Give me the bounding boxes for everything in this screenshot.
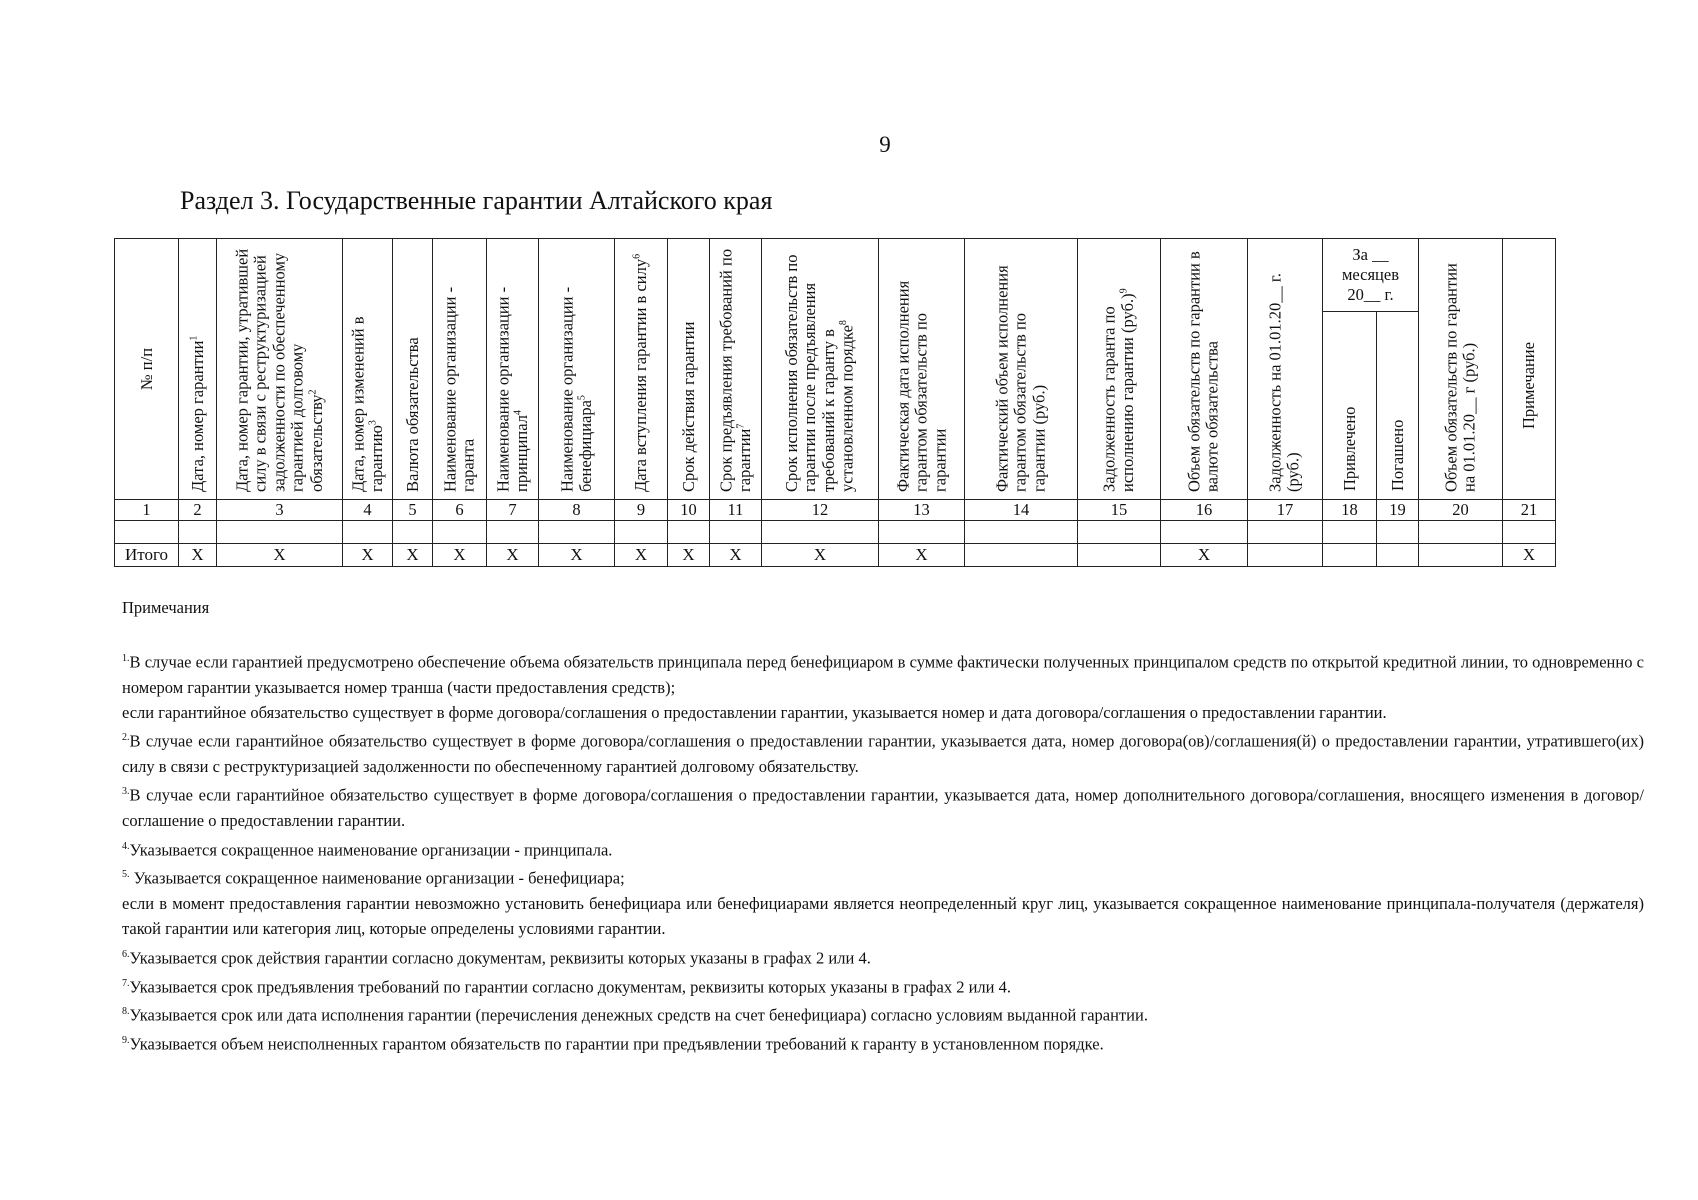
column-number: 11 [710,500,762,521]
note-5: $^{5.}$ Указывается сокращенное наименование организации - бенефициара; [122,868,625,888]
header-c15: Задолженность гаранта по исполнению гарантии $(руб.)^9$ [1078,239,1161,500]
empty-cell [965,521,1078,544]
total-cell: X [179,544,217,567]
header-c9: Дата вступления гарантии в силу$^6$ [615,239,668,500]
empty-data-row [115,521,1556,544]
page-number: 9 [879,132,891,157]
total-cell: X [217,544,343,567]
total-cell: X [615,544,668,567]
empty-cell [1078,521,1161,544]
empty-cell [1419,521,1503,544]
header-c13: Фактическая дата исполнения гарантом обязательств по гарантии [879,239,965,500]
total-cell: X [710,544,762,567]
column-number: 9 [615,500,668,521]
note-1-continuation: если гарантийное обязательство существует в форме договора/соглашения о предоставлении гарантии, указывается номер и дата договора/соглашения о предоставлении гарантии. [122,703,1387,723]
header-c21: Примечание [1503,239,1556,500]
header-c4: Дата, номер изменений в гарантию$^3$ [343,239,393,500]
header-c5: Валюта обязательства [393,239,433,500]
column-number: 4 [343,500,393,521]
header-c2: Дата, номер гарантии$^1$ [179,239,217,500]
total-row [115,544,1556,567]
total-cell [1323,544,1377,567]
total-cell: X [487,544,539,567]
note-2: $^{2.}$В случае если гарантийное обязательство существует в форме договора/соглашения о предоставлении гарантии, указывается дата, номер договора(ов)/соглашения(й) о предоставлении гарантии, утратившего(их) силу в связи с реструктуризацией задолженности по обеспеченному гарантией долговому обязательству. [122,731,1644,777]
empty-cell [217,521,343,544]
notes-title: Примечания [122,598,210,617]
empty-cell [615,521,668,544]
empty-cell [393,521,433,544]
header-c3: Дата, номер гарантии, утратившей силу в связи с реструктуризацией задолженности по обеспеченному гарантией долговому обязательству$^2$ [217,239,343,500]
column-number: 14 [965,500,1078,521]
guarantees-table [114,238,1556,567]
empty-cell [1503,521,1556,544]
header-c10: Срок действия гарантии [668,239,710,500]
header-row [115,239,1556,312]
column-number: 16 [1161,500,1248,521]
total-cell [1248,544,1323,567]
column-number: 18 [1323,500,1377,521]
header-c19: Погашено [1377,312,1419,500]
total-cell: X [668,544,710,567]
total-cell: X [433,544,487,567]
column-number: 20 [1419,500,1503,521]
total-cell: X [762,544,879,567]
total-cell: X [343,544,393,567]
empty-cell [433,521,487,544]
column-number: 12 [762,500,879,521]
column-number: 19 [1377,500,1419,521]
note-7: $^{7.}$Указывается срок предъявления требований по гарантии согласно документам, реквизиты которых указаны в графах 2 или 4. [122,977,1011,997]
column-number: 3 [217,500,343,521]
total-cell: X [879,544,965,567]
total-cell: X [393,544,433,567]
column-number: 8 [539,500,615,521]
header-c14: Фактический объем исполнения гарантом обязательств по гарантии (руб.) [965,239,1078,500]
column-number: 1 [115,500,179,521]
total-cell [1078,544,1161,567]
header-c6: Наименование организации - гаранта [433,239,487,500]
empty-cell [1323,521,1377,544]
header-c20: Объем обязательств по гарантии на 01.01.20__ г (руб.) [1419,239,1503,500]
column-number: 15 [1078,500,1161,521]
empty-cell [879,521,965,544]
empty-cell [710,521,762,544]
note-4: $^{4.}$Указывается сокращенное наименование организации - принципала. [122,840,613,860]
empty-cell [343,521,393,544]
column-number: 6 [433,500,487,521]
column-number: 21 [1503,500,1556,521]
empty-cell [1161,521,1248,544]
empty-cell [115,521,179,544]
header-c18: Привлечено [1323,312,1377,500]
empty-cell [1248,521,1323,544]
note-3: $^{3.}$В случае если гарантийное обязательство существует в форме договора/соглашения о предоставлении гарантии, указывается дата, номер дополнительного договора/соглашения, вносящего изменения в договор/соглашение о предоставлении гарантии. [122,785,1644,831]
header-c12: Срок исполнения обязательств по гарантии после предъявления требований к гаранту в установленном порядке$^8$ [762,239,879,500]
empty-cell [539,521,615,544]
empty-cell [1377,521,1419,544]
header-c1: № п/п [115,239,179,500]
total-label: Итого [115,544,179,567]
notes-list [122,646,1644,1057]
note-6: $^{6.}$Указывается срок действия гарантии согласно документам, реквизиты которых указаны в графах 2 или 4. [122,948,871,968]
header-period-group: За __ месяцев 20__ г. [1323,239,1419,312]
column-number: 5 [393,500,433,521]
column-number: 7 [487,500,539,521]
note-9: $^{9.}$Указывается объем неисполненных гарантом обязательств по гарантии при предъявлении требований к гаранту в установленном порядке. [122,1034,1104,1054]
empty-cell [487,521,539,544]
total-cell [965,544,1078,567]
empty-cell [762,521,879,544]
header-c11: Срок предъявления требований по гарантии$^7$ [710,239,762,500]
note-5-continuation: если в момент предоставления гарантии невозможно установить бенефициара или бенефициарами является неопределенный круг лиц, указывается сокращенное наименование принципала-получателя (держателя) такой гарантии или категория лиц, которые определены условиями гарантии. [122,894,1644,939]
column-numbers-row [115,500,1556,521]
note-1: $^{1.}$В случае если гарантией предусмотрено обеспечение объема обязательств принципала перед бенефициаром в сумме фактически полученных принципалом средств по открытой кредитной линии, то одновременно с номером гарантии указывается номер транша (части предоставления средств); [122,652,1644,697]
empty-cell [668,521,710,544]
column-number: 13 [879,500,965,521]
empty-cell [179,521,217,544]
header-c16: Объем обязательств по гарантии в валюте обязательства [1161,239,1248,500]
total-cell: X [1161,544,1248,567]
header-c7: Наименование организации - принципал$^4$ [487,239,539,500]
total-cell: X [539,544,615,567]
column-number: 10 [668,500,710,521]
header-c8: Наименование организации - бенефициара$^5$ [539,239,615,500]
total-cell: X [1503,544,1556,567]
column-number: 17 [1248,500,1323,521]
total-cell [1377,544,1419,567]
header-c17: Задолженность на 01.01.20__ г. (руб.) [1248,239,1323,500]
total-cell [1419,544,1503,567]
column-number: 2 [179,500,217,521]
note-8: $^{8.}$Указывается срок или дата исполнения гарантии (перечисления денежных средств на счет бенефициара) согласно условиям выданной гарантии. [122,1005,1148,1025]
section-title: Раздел 3. Государственные гарантии Алтайского края [180,186,773,215]
